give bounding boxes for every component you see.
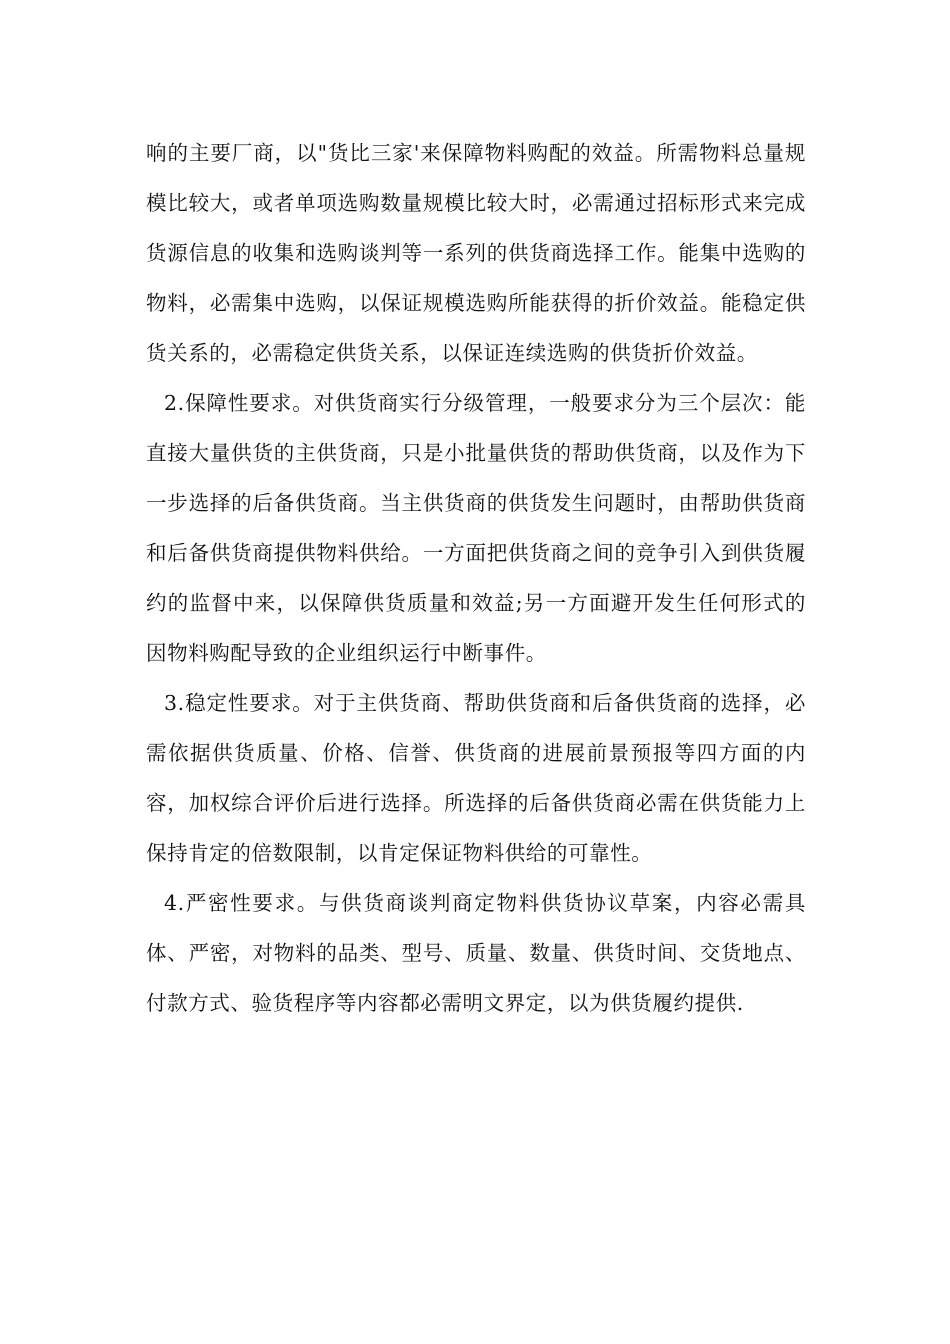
- document-body: [146, 128, 806, 1028]
- paragraph-continuation: 响的主要厂商，以"货比三家'来保障物料购配的效益。所需物料总量规模比较大，或者单项选购数量规模比较大时，必需通过招标形式来完成货源信息的收集和选购谈判等一系列的供货商选择工作。能集中选购的物料，必需集中选购，以保证规模选购所能获得的折价效益。能稳定供货关系的，必需稳定供货关系，以保证连续选购的供货折价效益。: [146, 141, 806, 365]
- paragraph-rigor-requirement: 4.严密性要求。与供货商谈判商定物料供货协议草案，内容必需具体、严密，对物料的品类、型号、质量、数量、供货时间、交货地点、付款方式、验货程序等内容都必需明文界定，以为供货履约提供.: [146, 891, 806, 1015]
- paragraph-guarantee-requirement: 2.保障性要求。对供货商实行分级管理，一般要求分为三个层次：能直接大量供货的主供货商，只是小批量供货的帮助供货商，以及作为下一步选择的后备供货商。当主供货商的供货发生问题时，由帮助供货商和后备供货商提供物料供给。一方面把供货商之间的竞争引入到供货履约的监督中来，以保障供货质量和效益;另一方面避开发生任何形式的因物料购配导致的企业组织运行中断事件。: [146, 391, 806, 665]
- paragraph-stability-requirement: 3.稳定性要求。对于主供货商、帮助供货商和后备供货商的选择，必需依据供货质量、价格、信誉、供货商的进展前景预报等四方面的内容，加权综合评价后进行选择。所选择的后备供货商必需在供货能力上保持肯定的倍数限制，以肯定保证物料供给的可靠性。: [146, 691, 806, 865]
